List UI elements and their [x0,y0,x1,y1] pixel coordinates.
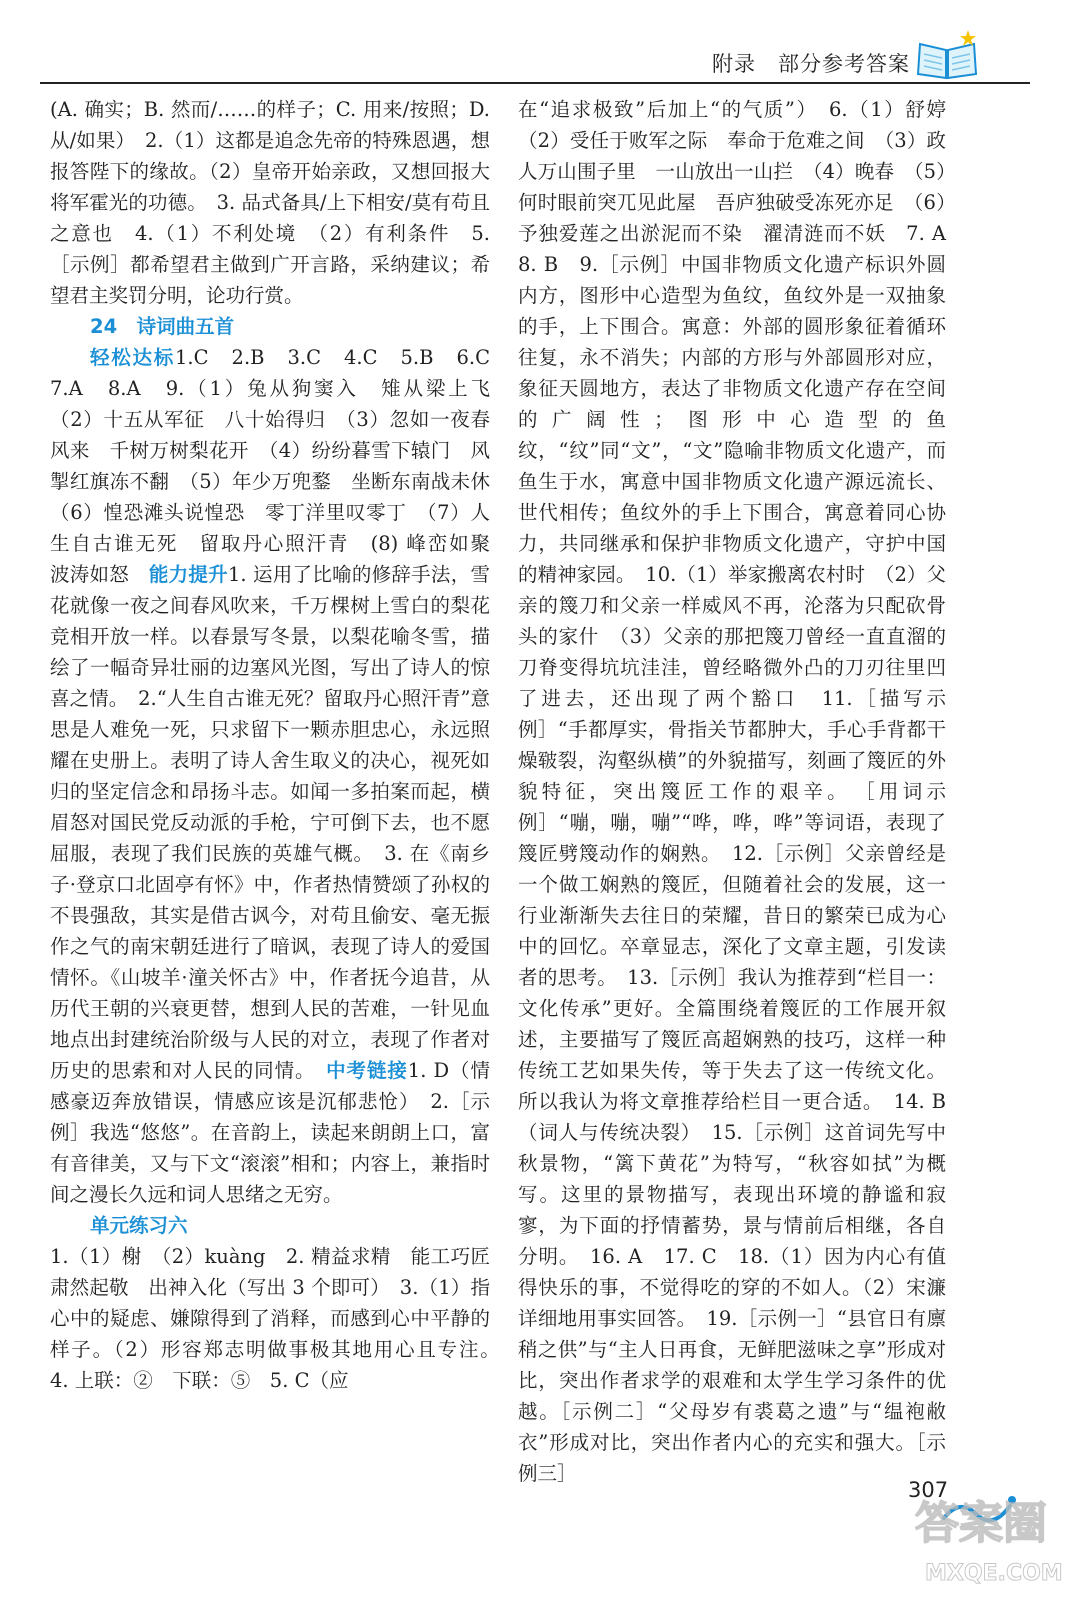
label-ability: 能力提升 [148,563,228,586]
svg-text:MXQE.COM: MXQE.COM [925,1561,1063,1586]
right-column [518,94,966,1489]
page-header [40,20,1030,80]
left-column [50,94,510,1396]
answer-block-right: 在“追求极致”后加上“的气质”） 6.（1）舒婷 （2）受任于败军之际 奉命于危难之间 （3）政人万山围子里 一山放出一山拦 （4）晚春 （5）何时眼前突兀见此屋 吾庐独破受冻死亦足 （6）予独爱莲之出淤泥而不染 濯清涟而不妖 7. A 8. B 9.［示例］中国非物质文化遗产标识外圆内方，图形中心造型为鱼纹，鱼纹外是一双抽象的手，上下围合。寓意：外部的圆形象征着循环往复，永不消失；内部的方形与外部圆形对应，象征天圆地方，表达了非物质文化遗产存在空间的广阔性；图形中心造型的鱼纹，“纹”同“文”，“文”隐喻非物质文化遗产，而鱼生于水，寓意中国非物质文化遗产源远流长、世代相传；鱼纹外的手上下围合，寓意着同心协力，共同继承和保护非物质文化遗产，守护中国的精神家园。 10.（1）举家搬离农村时 （2）父亲的篾刀和父亲一样威风不再，沦落为只配砍骨头的家什 （3）父亲的那把篾刀曾经一直直溜的刀脊变得坑坑洼洼，曾经略微外凸的刀刃往里凹了进去，还出现了两个豁口 11.［描写示例］“手都厚实，骨指关节都肿大，手心手背都干燥皲裂，沟壑纵横”的外貌描写，刻画了篾匠的外貌特征，突出篾匠工作的艰辛。 ［用词示例］“嘣，嘣，嘣”“哗，哗，哗”等词语，表现了篾匠劈篾动作的娴熟。 12.［示例］父亲曾经是一个做工娴熟的篾匠，但随着社会的发展，这一行业渐渐失去往日的荣耀，昔日的繁荣已成为心中的回忆。卒章显志，深化了文章主题，引发读者的思考。 13.［示例］我认为推荐到“栏目一：文化传承”更好。全篇围绕着篾匠的工作展开叙述，主要描写了篾匠高超娴熟的技巧，这样一种传统工艺如果失传，等于失去了这一传统文化。所以我认为将文章推荐给栏目一更合适。 14. B（词人与传统决裂） 15.［示例］这首词先写中秋景物，“篱下黄花”为特写，“秋容如拭”为概写。这里的景物描写，表现出环境的静谧和寂寥，为下面的抒情蓄势，景与情前后相继，各自分明。 16. A 17. C 18.（1）因为内心有值得快乐的事，不觉得吃的穿的不如人。（2）宋濂详细地用事实回答。 19.［示例一］“县官日有廪稍之供”与“主人日再食，无鲜肥滋味之享”形成对比，突出作者求学的艰难和太学生学习条件的优越。［示例二］“父母岁有裘葛之遗”与“缊袍敝衣”形成对比，突出作者内心的充实和强大。［示例三］ [518,98,966,1485]
unit-practice-answers: 1.（1）榭 （2）kuàng 2. 精益求精 能工巧匠 肃然起敬 出神入化（写出 3 个即可） 3.（1）指心中的疑虑、嫌隙得到了消释，而感到心中平静的样子。（2）形容郑志明做事极其地用心且专注。 4. 上联：② 下联：⑤ 5. C（应 [50,1245,510,1392]
answer-block-23: (A. 确实；B. 然而/……的样子；C. 用来/按照；D. 从/如果） 2.（1）这都是追念先帝的特殊恩遇，想报答陛下的缘故。（2）皇帝开始亲政，又想回报大将军霍光的功德。 3. 品式备具/上下相安/莫有苟且之意也 4.（1）不利处境 （2）有利条件 5.［示例］都希望君主做到广开言路，采纳建议；希望君主奖罚分明，论功行赏。 [50,98,490,307]
svg-text:答案圈: 答案圈 [915,1498,1047,1549]
unit-practice-title: 单元练习六 [90,1214,188,1237]
label-easy: 轻松达标 [90,346,176,369]
header-title: 附录 部分参考答案 [712,52,910,76]
section-title-24: 24 诗词曲五首 [90,315,235,338]
header-rule [40,82,1030,84]
open-book-icon [912,28,982,84]
answer-block-24: 轻松达标1.C 2.B 3.C 4.C 5.B 6.C 7.A 8.A 9.（1）兔从狗窦入 雉从梁上飞 （2）十五从军征 八十始得归 （3）忽如一夜春风来 千树万树梨花开 （4）纷纷暮雪下辕门 风掣红旗冻不翻 （5）年少万兜鍪 坐断东南战未休 （6）惶恐滩头说惶恐 零丁洋里叹零丁 （7）人生自古谁无死 留取丹心照汗青 (8) 峰峦如聚 波涛如怒 能力提升1. 运用了比喻的修辞手法，雪花就像一夜之间春风吹来，千万棵树上雪白的梨花竞相开放一样。以春景写冬景，以梨花喻冬雪，描绘了一幅奇异壮丽的边塞风光图，写出了诗人的惊喜之情。 2.“人生自古谁无死？留取丹心照汗青”意思是人难免一死，只求留下一颗赤胆忠心，永远照耀在史册上。表明了诗人舍生取义的决心，视死如归的坚定信念和昂扬斗志。如闻一多拍案而起，横眉怒对国民党反动派的手枪，宁可倒下去，也不愿屈服，表现了我们民族的英雄气概。 3. 在《南乡子·登京口北固亭有怀》中，作者热情赞颂了孙权的不畏强敌，其实是借古讽今，对苟且偷安、毫无振作之气的南宋朝廷进行了暗讽，表现了诗人的爱国情怀。《山坡羊·潼关怀古》中，作者抚今追昔，从历代王朝的兴衰更替，想到人民的苦难，一针见血地点出封建统治阶级与人民的对立，表现了作者对历史的思索和对人民的同情。 中考链接1. D（情感豪迈奔放错误，情感应该是沉郁悲怆） 2.［示例］我选“悠悠”。在音韵上，读起来朗朗上口，富有音律美，又与下文“滚滚”相和；内容上，兼指时间之漫长久远和词人思绪之无穷。 [50,346,510,1206]
label-exam-link: 中考链接 [326,1059,408,1082]
page-number: 307 [908,1478,949,1502]
watermark-logo [905,1480,1065,1590]
